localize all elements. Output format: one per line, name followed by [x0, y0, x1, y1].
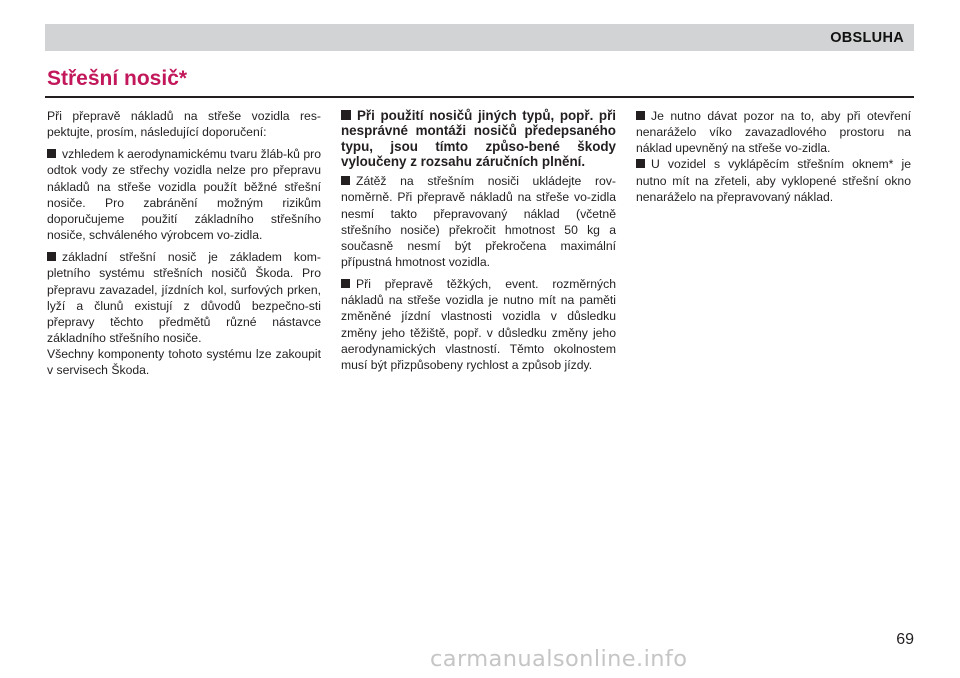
- bullet-gutters: [47, 146, 321, 243]
- bullet-square-icon: [341, 279, 350, 288]
- bullet-text: Zátěž na střešním nosiči ukládejte rov-noměrně. Při přepravě nákladů na střeše vo-zidla nesmí takto přepravovaný náklad (včetně střešního nosiče) překročit hmotnost 50 kg a současně nesmí být překročena maximální přípustná hmotnost vozidla.: [341, 174, 616, 269]
- page-title: Střešní nosič*: [47, 67, 188, 90]
- bullet-text: vzhledem k aerodynamickému tvaru žláb-ků pro odtok vody ze střechy vozidla nelze pro přepravu nákladů na střeše vozidla použít běžné střešní nosiče. Pro zabránění možným rizikům doporučujeme použití základního střešního nosiče, schváleného výrobcem vo-zidla.: [47, 147, 321, 243]
- section-header-bar: [45, 24, 914, 51]
- page-number: 69: [896, 631, 914, 648]
- bullet-text: Je nutno dávat pozor na to, aby při otevření nenaráželo víko zavazadlového prostoru na náklad upevněný na střeše vo-zidla.: [636, 109, 911, 156]
- title-rule: [45, 96, 914, 98]
- bullet-square-icon: [47, 252, 56, 261]
- bullet-text: základní střešní nosič je základem kom-pletního systému střešních nosičů Škoda. Pro přepravu zavazadel, jízdních kol, surfových prken, lyží a člunů existují z důvodů bezpečno-sti přepravy těchto předmětů různé nástavce základního střešního nosiče.: [47, 250, 321, 346]
- column-1: [47, 108, 321, 385]
- bullet-square-icon: [47, 149, 56, 158]
- bullet-sunroof: [636, 156, 911, 204]
- closing-paragraph: Všechny komponenty tohoto systému lze zakoupit v servisech Škoda.: [47, 347, 321, 378]
- bullet-square-icon: [341, 110, 351, 120]
- bullet-square-icon: [636, 111, 645, 120]
- warning-text: Při použití nosičů jiných typů, popř. při nesprávné montáži nosičů předepsaného typu, jsou tímto způso-bené škody vyloučeny z rozsahu záručních plnění.: [341, 108, 616, 169]
- warranty-warning: [341, 108, 616, 169]
- bullet-text: U vozidel s vyklápěcím střešním oknem* je nutno mít na zřeteli, aby vyklopené střešní okno nenaráželo na přepravovaný náklad.: [636, 157, 911, 204]
- watermark: carmanualsonline.info: [430, 646, 688, 672]
- bullet-square-icon: [341, 176, 350, 185]
- bullet-load-distribution: [341, 173, 616, 270]
- bullet-heavy-loads: [341, 276, 616, 373]
- bullet-text: Při přepravě těžkých, event. rozměrných nákladů na střeše vozidla je nutno mít na paměti změněné jízdní vlastnosti vozidla v důsledku změny jeho těžiště, popř. v důsledku změny jeho aerodynamických vlastností. Těmto okolnostem musí být přizpůsobeny rychlost a způsob jízdy.: [341, 277, 616, 372]
- column-2: [341, 108, 616, 379]
- bullet-square-icon: [636, 159, 645, 168]
- bullet-basic-carrier: [47, 249, 321, 346]
- bullet-boot-lid: [636, 108, 911, 156]
- intro-paragraph: Při přepravě nákladů na střeše vozidla res-pektujte, prosím, následující doporučení:: [47, 109, 321, 140]
- column-3: [636, 108, 911, 211]
- section-label: OBSLUHA: [830, 30, 904, 46]
